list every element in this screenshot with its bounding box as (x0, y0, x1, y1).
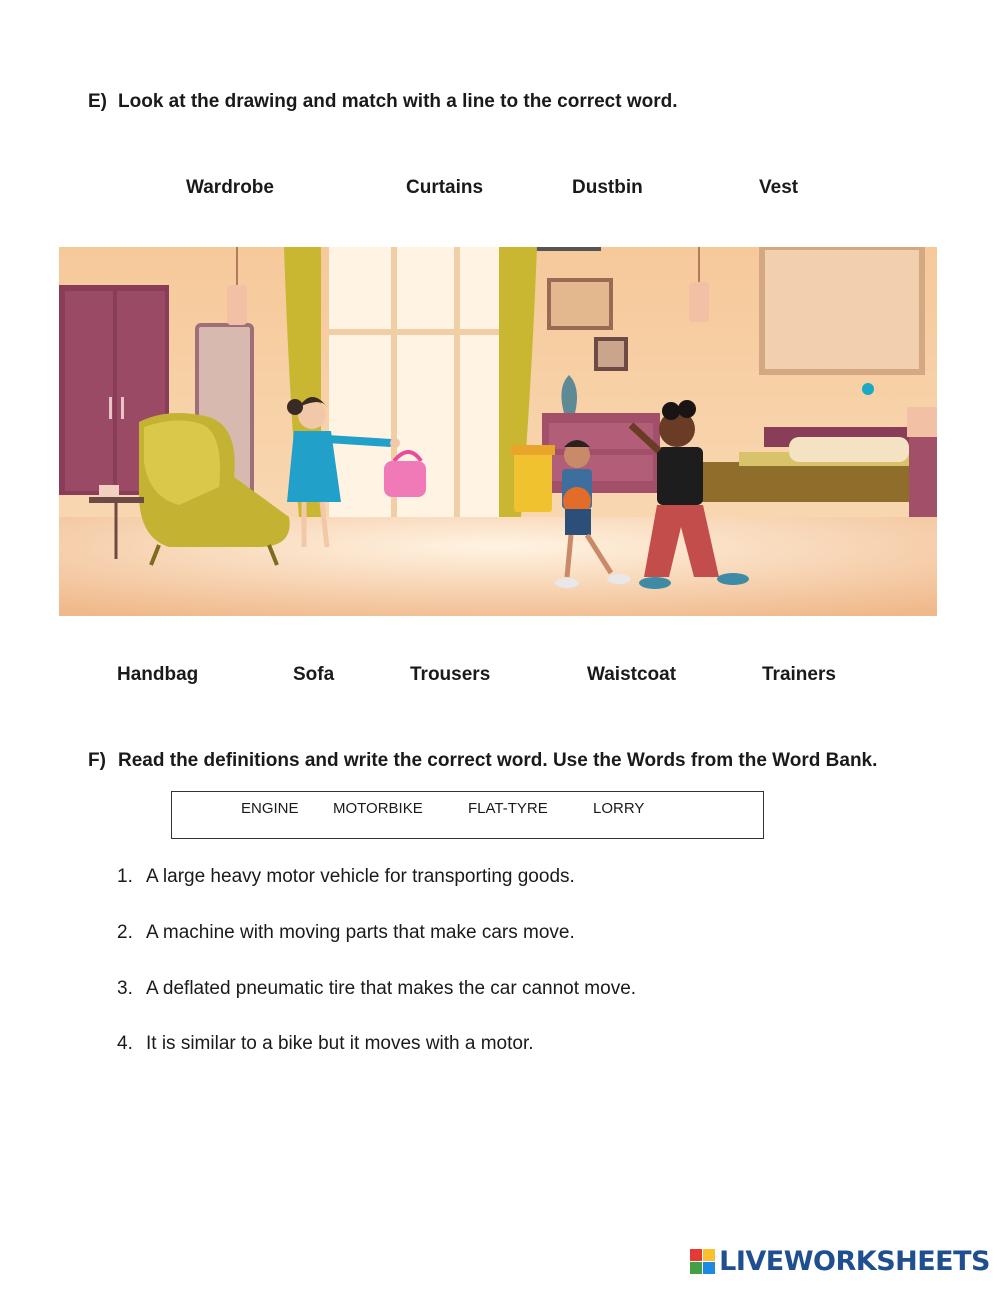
match-word-curtains[interactable]: Curtains (406, 177, 484, 198)
definition-number: 4. (117, 1033, 133, 1054)
definition-number: 1. (117, 866, 133, 887)
section-e-heading (88, 91, 678, 113)
logo-square (703, 1262, 715, 1274)
bedroom-scene-illustration (59, 247, 937, 616)
logo-square (690, 1262, 702, 1274)
bank-word-flat-tyre: FLAT-TYRE (468, 800, 548, 817)
logo-square (690, 1249, 702, 1261)
section-e-instruction: Look at the drawing and match with a line to the correct word. (118, 91, 678, 112)
definition-text: A large heavy motor vehicle for transporting goods. (146, 866, 575, 887)
match-word-handbag[interactable]: Handbag (117, 664, 199, 685)
definition-item (117, 978, 636, 1000)
definition-item (117, 866, 575, 888)
match-word-vest[interactable]: Vest (759, 177, 799, 198)
definition-item (117, 1033, 534, 1055)
definition-text: A machine with moving parts that make cars move. (146, 922, 575, 943)
section-e-letter: E) (88, 91, 107, 112)
match-word-wardrobe[interactable]: Wardrobe (186, 177, 274, 198)
section-f-instruction: Read the definitions and write the correct word. Use the Words from the Word Bank. (118, 750, 878, 771)
logo-square (703, 1249, 715, 1261)
definition-number: 3. (117, 978, 133, 999)
match-word-trousers[interactable]: Trousers (410, 664, 491, 685)
match-word-dustbin[interactable]: Dustbin (572, 177, 643, 198)
bank-word-motorbike: MOTORBIKE (333, 800, 423, 817)
definition-number: 2. (117, 922, 133, 943)
word-bank (171, 791, 764, 839)
definition-text: A deflated pneumatic tire that makes the car cannot move. (146, 978, 637, 999)
match-word-waistcoat[interactable]: Waistcoat (587, 664, 677, 685)
logo-text: LIVEWORKSHEETS (719, 1246, 990, 1277)
definition-item (117, 922, 575, 944)
match-word-trainers[interactable]: Trainers (762, 664, 836, 685)
logo-mark-icon (690, 1249, 715, 1274)
definition-text: It is similar to a bike but it moves with a motor. (146, 1033, 534, 1054)
liveworksheets-logo (690, 1246, 990, 1277)
match-word-sofa[interactable]: Sofa (293, 664, 335, 685)
bank-word-engine: ENGINE (241, 800, 299, 817)
section-f-heading (88, 750, 877, 772)
bank-word-lorry: LORRY (593, 800, 645, 817)
section-f-letter: F) (88, 750, 106, 771)
